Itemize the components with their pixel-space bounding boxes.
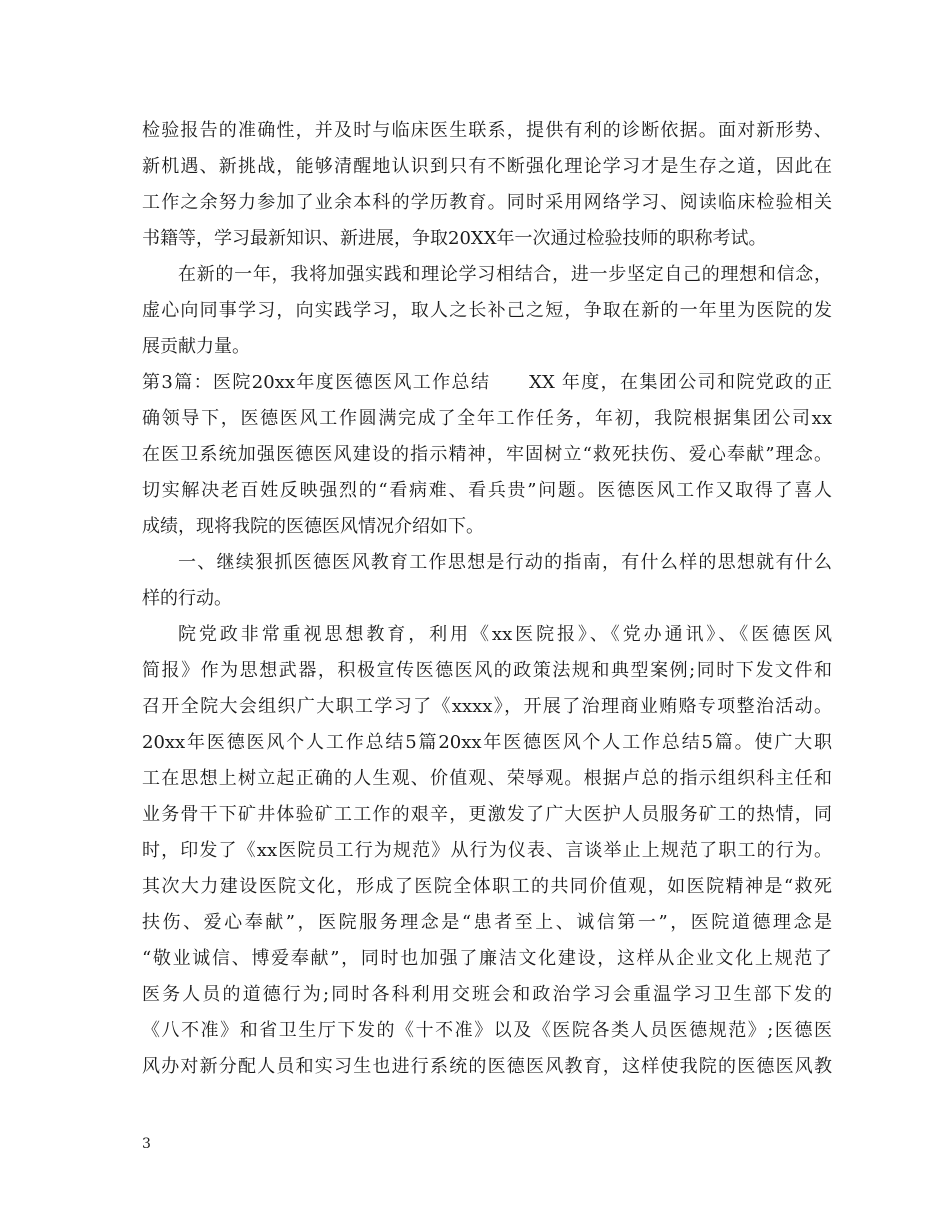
text-line: 在医卫系统加强医德医风建设的指示精神，牢固树立“救死扶伤、爱心奉献”理念。 bbox=[142, 444, 832, 465]
body-text bbox=[142, 113, 832, 1085]
text-line: 《八不准》和省卫生厅下发的《十不准》以及《医院各类人员医德规范》;医德医 bbox=[142, 1020, 832, 1041]
text-line: 医务人员的道德行为;同时各科利用交班会和政治学习会重温学习卫生部下发的 bbox=[142, 984, 832, 1005]
text-line: 扶伤、爱心奉献”，医院服务理念是“患者至上、诚信第一”，医院道德理念是 bbox=[142, 912, 832, 933]
text-line: 新机遇、新挑战，能够清醒地认识到只有不断强化理论学习才是生存之道，因此在 bbox=[142, 156, 832, 177]
text-line: 业务骨干下矿井体验矿工工作的艰辛，更激发了广大医护人员服务矿工的热情，同 bbox=[142, 804, 832, 825]
text-line: 院党政非常重视思想教育，利用《xx医院报》、《党办通讯》、《医德医风 bbox=[178, 624, 832, 645]
text-line: 成绩，现将我院的医德医风情况介绍如下。 bbox=[142, 516, 484, 537]
text-line: “敬业诚信、博爱奉献”，同时也加强了廉洁文化建设，这样从企业文化上规范了 bbox=[142, 948, 832, 969]
text-line: 切实解决老百姓反映强烈的“看病难、看兵贵”问题。医德医风工作又取得了喜人 bbox=[142, 480, 832, 501]
text-line: 时，印发了《xx医院员工行为规范》从行为仪表、言谈举止上规范了职工的行为。 bbox=[142, 840, 832, 861]
text-line: 第3篇：医院20xx年度医德医风工作总结 XX 年度，在集团公司和院党政的正 bbox=[142, 372, 832, 393]
text-line: 在新的一年，我将加强实践和理论学习相结合，进一步坚定自己的理想和信念， bbox=[178, 264, 832, 285]
text-line: 工在思想上树立起正确的人生观、价值观、荣辱观。根据卢总的指示组织科主任和 bbox=[142, 768, 832, 789]
page-number: 3 bbox=[142, 1136, 151, 1152]
text-line: 其次大力建设医院文化，形成了医院全体职工的共同价值观，如医院精神是“救死 bbox=[142, 876, 832, 897]
text-line: 确领导下，医德医风工作圆满完成了全年工作任务，年初，我院根据集团公司xx bbox=[142, 408, 832, 429]
text-line: 展贡献力量。 bbox=[142, 336, 250, 357]
text-line: 一、继续狠抓医德医风教育工作思想是行动的指南，有什么样的思想就有什么 bbox=[178, 552, 832, 573]
text-line: 风办对新分配人员和实习生也进行系统的医德医风教育，这样使我院的医德医风教 bbox=[142, 1056, 832, 1077]
text-line: 虚心向同事学习，向实践学习，取人之长补己之短，争取在新的一年里为医院的发 bbox=[142, 300, 832, 321]
text-line: 书籍等，学习最新知识、新进展，争取20XX年一次通过检验技师的职称考试。 bbox=[142, 228, 767, 249]
text-line: 样的行动。 bbox=[142, 588, 232, 609]
text-line: 20xx年医德医风个人工作总结5篇20xx年医德医风个人工作总结5篇。使广大职 bbox=[142, 732, 832, 753]
text-line: 简报》作为思想武器，积极宣传医德医风的政策法规和典型案例;同时下发文件和 bbox=[142, 660, 832, 681]
text-line: 检验报告的准确性，并及时与临床医生联系，提供有利的诊断依据。面对新形势、 bbox=[142, 120, 832, 141]
text-line: 工作之余努力参加了业余本科的学历教育。同时采用网络学习、阅读临床检验相关 bbox=[142, 192, 832, 213]
text-line: 召开全院大会组织广大职工学习了《xxxx》，开展了治理商业贿赂专项整治活动。 bbox=[142, 696, 832, 717]
